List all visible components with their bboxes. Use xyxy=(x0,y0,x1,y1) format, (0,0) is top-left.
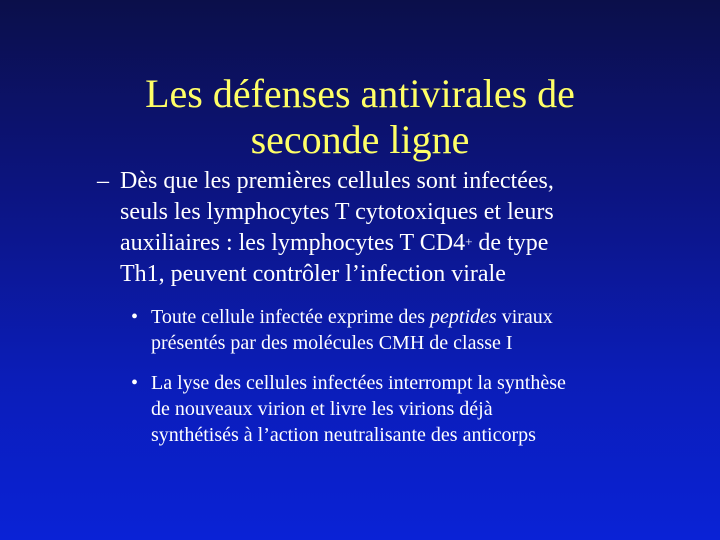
sub-point-1-line-2: présentés par des molécules CMH de classe I xyxy=(151,332,513,354)
sub-point-1-line-1 xyxy=(151,304,691,330)
sub-point-2 xyxy=(151,370,691,448)
sub-point-1 xyxy=(151,304,691,356)
main-point-line-2: seuls les lymphocytes T cytotoxiques et leurs xyxy=(120,199,554,225)
main-point-line-4: Th1, peuvent contrôler l’infection virale xyxy=(120,261,506,287)
sub-point-1-line-1-text: Toute cellule infectée exprime des xyxy=(151,306,431,328)
sub-point-1-emphasis: peptides xyxy=(430,306,497,328)
main-point-line-3-end: de type xyxy=(472,230,549,256)
main-point-line-1: Dès que les premières cellules sont infectées, xyxy=(120,168,554,194)
slide-title-line-1: Les défenses antivirales de xyxy=(145,70,575,116)
sub-point-1-bullet: • xyxy=(131,306,139,328)
main-point xyxy=(120,166,680,290)
sub-point-2-bullet: • xyxy=(131,372,139,394)
main-point-line-3 xyxy=(120,228,680,259)
sub-point-2-line-1: La lyse des cellules infectées interrompt la synthèse xyxy=(151,372,566,394)
cd4-superscript: + xyxy=(465,234,473,249)
slide-title-line-2: seconde ligne xyxy=(250,116,470,162)
sub-point-1-line-1-end: viraux xyxy=(496,306,553,328)
main-point-dash: – xyxy=(97,168,109,194)
sub-point-2-line-3: synthétisés à l’action neutralisante des anticorps xyxy=(151,424,536,446)
main-point-line-3-text: auxiliaires : les lymphocytes T CD4 xyxy=(120,230,466,256)
sub-point-2-line-2: de nouveaux virion et livre les virions déjà xyxy=(151,398,493,420)
slide-title xyxy=(60,71,660,163)
